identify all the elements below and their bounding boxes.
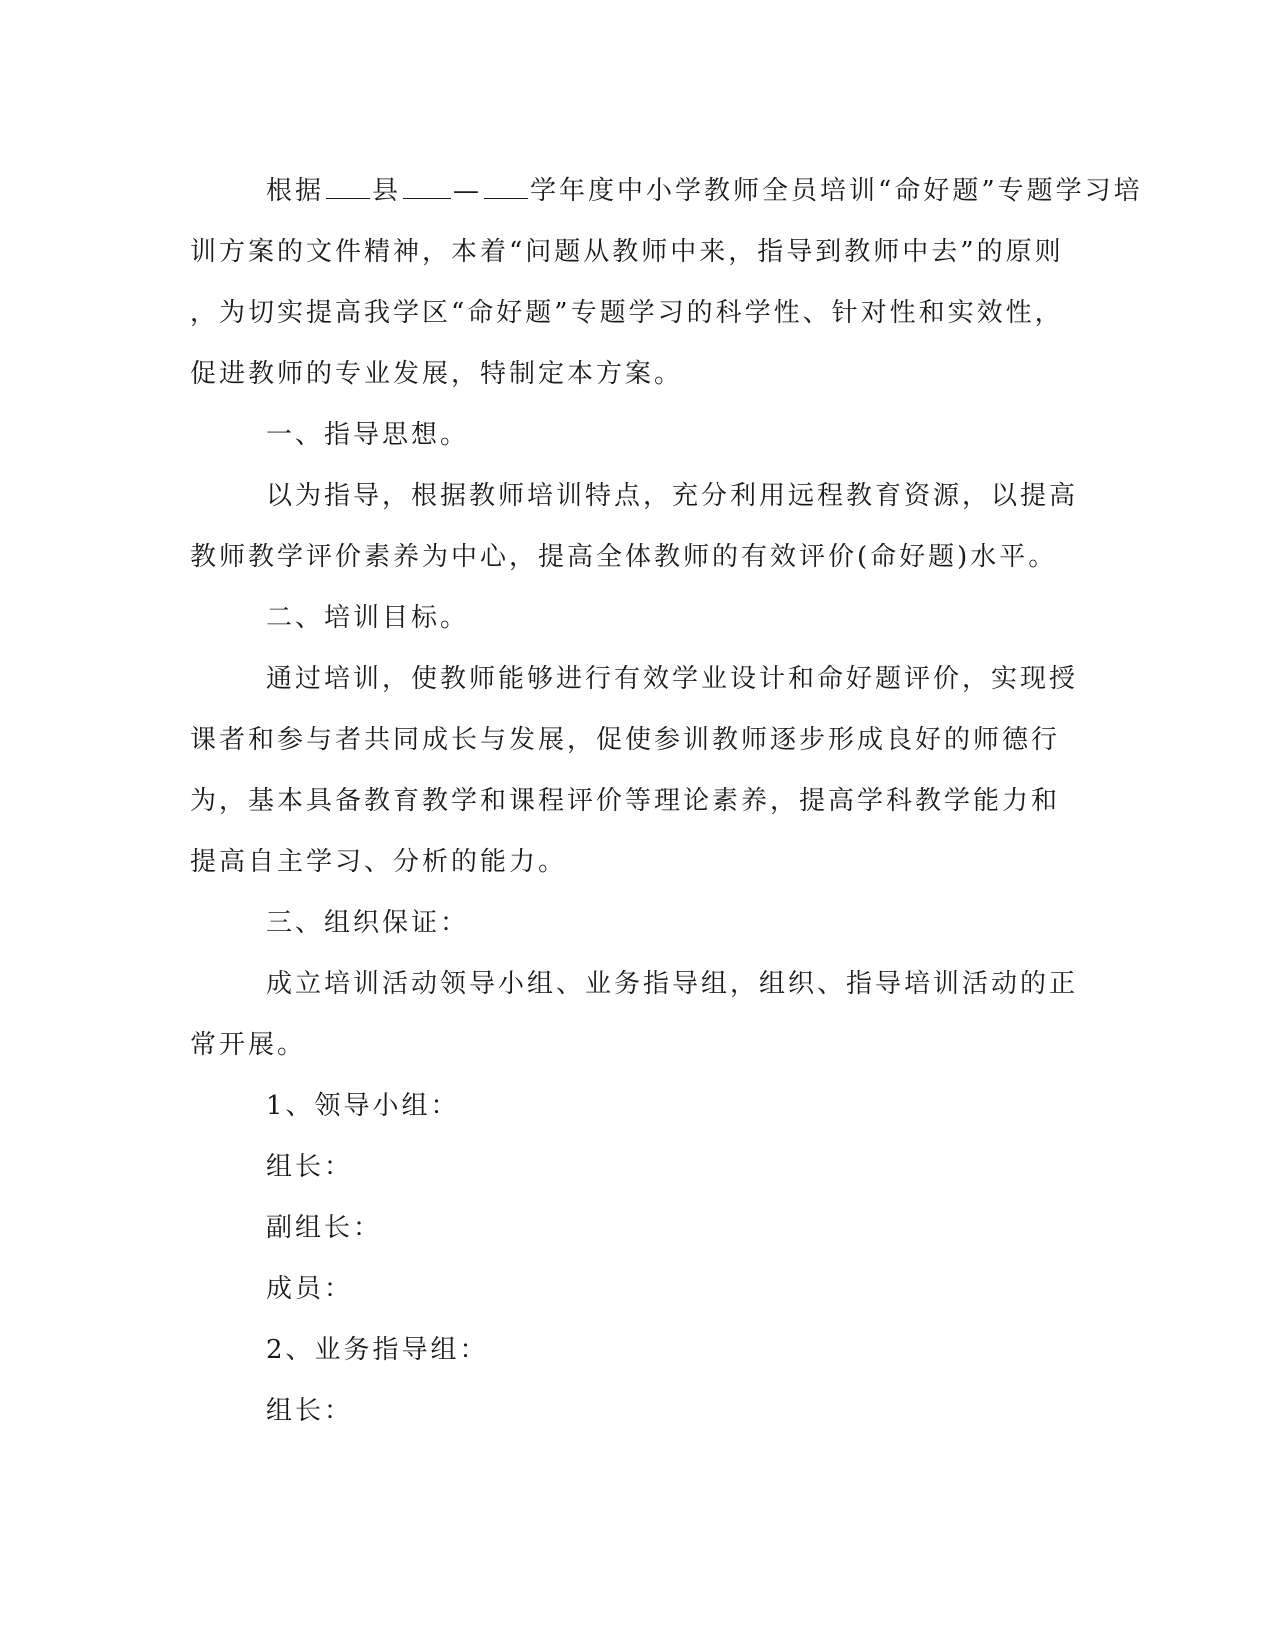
section-1-heading: 一、指导思想。 <box>266 420 470 450</box>
intro-line-2: 训方案的文件精神，本着“问题从教师中来，指导到教师中去”的原则 <box>190 237 1064 267</box>
section-1-line-1: 以为指导，根据教师培训特点，充分利用远程教育资源，以提高 <box>266 481 1079 511</box>
blank-field <box>484 178 528 199</box>
group-2-heading: 2、业务指导组： <box>266 1335 489 1365</box>
section-1-line-2: 教师教学评价素养为中心，提高全体教师的有效评价(命好题)水平。 <box>190 542 1058 572</box>
intro-line-4: 促进教师的专业发展，特制定本方案。 <box>190 359 684 389</box>
intro-paragraph <box>190 161 1143 405</box>
document-body <box>190 161 1143 1442</box>
group-1-deputy: 副组长： <box>266 1213 383 1243</box>
section-2-line-3: 为，基本具备教育教学和课程评价等理论素养，提高学科教学能力和 <box>190 786 1061 816</box>
section-3-paragraph <box>190 954 1080 1076</box>
group-2-leader: 组长： <box>266 1396 354 1426</box>
group-1-members: 成员： <box>266 1274 354 1304</box>
section-3-heading: 三、组织保证： <box>266 908 470 938</box>
section-2-line-1: 通过培训，使教师能够进行有效学业设计和命好题评价，实现授 <box>266 664 1079 694</box>
intro-text-dash: — <box>453 176 483 206</box>
intro-text-county: 县 <box>372 176 402 206</box>
group-1-heading: 1、领导小组： <box>266 1091 460 1121</box>
section-2-heading: 二、培训目标。 <box>266 603 470 633</box>
group-1-leader: 组长： <box>266 1152 354 1182</box>
intro-line-3: ，为切实提高我学区“命好题”专题学习的科学性、针对性和实效性， <box>190 298 1064 328</box>
section-2-line-4: 提高自主学习、分析的能力。 <box>190 847 568 877</box>
blank-field <box>326 178 370 199</box>
blank-field <box>403 178 451 199</box>
section-1-paragraph <box>190 466 1080 588</box>
section-2-line-2: 课者和参与者共同成长与发展，促使参训教师逐步形成良好的师德行 <box>190 725 1061 755</box>
section-3-line-1: 成立培训活动领导小组、业务指导组，组织、指导培训活动的正 <box>266 969 1079 999</box>
section-2-paragraph <box>190 649 1080 893</box>
intro-text-prefix: 根据 <box>266 176 325 206</box>
intro-text-suffix: 学年度中小学教师全员培训“命好题”专题学习培 <box>530 176 1143 206</box>
section-3-line-2: 常开展。 <box>190 1030 307 1060</box>
